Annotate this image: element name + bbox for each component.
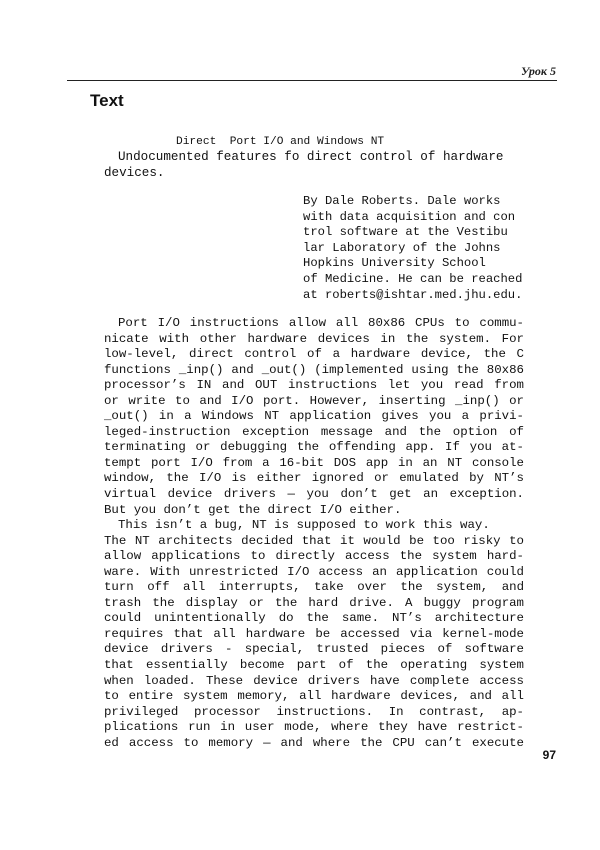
article-body [104, 316, 524, 751]
header-rule [67, 80, 557, 81]
article-title: Direct Port I/O and Windows NT [176, 136, 385, 148]
body-line: Port I/O instructions allow all 80x86 CPUs to commu- [118, 316, 524, 330]
body-line: to entire system memory, all hardware devices, and all [104, 689, 524, 704]
body-line: could unintentionally do the same. NT’s architecture [104, 611, 524, 626]
author-byline [303, 194, 522, 303]
body-line: low-level, direct control of a hardware device, the C [104, 347, 524, 362]
byline-line: with data acquisition and con [303, 209, 516, 224]
body-line: processor’s IN and OUT instructions let you read from [104, 378, 524, 393]
subtitle-line: devices. [104, 166, 165, 180]
running-head: Урок 5 [521, 64, 556, 78]
body-line: ed access to memory — and where the CPU can’t execute [104, 735, 524, 750]
body-line: when loaded. These device drivers have complete access [104, 673, 524, 688]
byline-line: trol software at the Vestibu [303, 225, 508, 240]
body-line: trash the display or the hard drive. A buggy program [104, 595, 524, 610]
body-line: allow applications to directly access the system hard- [104, 549, 524, 564]
body-line: virtual device drivers — you don’t get an exception. [104, 487, 524, 502]
byline-line: By Dale Roberts. Dale works [303, 194, 501, 208]
body-line: that essentially become part of the operating system [104, 658, 524, 673]
body-line: turn off all interrupts, take over the system, and [104, 580, 524, 595]
body-line: privileged processor instructions. In contrast, ap- [104, 704, 524, 719]
byline-line: Hopkins University School [303, 256, 486, 271]
body-line: tempt port I/O from a 16-bit DOS app in an NT console [104, 455, 524, 470]
subtitle-line: Undocumented features fo direct control of hardware [118, 150, 504, 164]
body-line: ware. With unrestricted I/O access an application could [104, 564, 524, 579]
body-line: or write to and I/O port. However, inserting _inp() or [104, 393, 524, 408]
body-line: nicate with other hardware devices in the system. For [104, 331, 524, 346]
article-subtitle [104, 149, 524, 181]
body-line: terminating or debugging the offending app. If you at- [104, 440, 524, 455]
body-line: _out() in a Windows NT application gives you a privi- [104, 409, 524, 424]
byline-line: at roberts@ishtar.med.jhu.edu. [303, 287, 523, 302]
section-heading: Text [90, 91, 124, 110]
body-line: The NT architects decided that it would be too risky to [104, 533, 524, 548]
byline-line: of Medicine. He can be reached [303, 271, 523, 286]
page-number: 97 [542, 748, 556, 762]
body-line: plications run in user mode, where they have restrict- [104, 720, 524, 735]
body-line: device drivers - special, trusted pieces of software [104, 642, 524, 657]
body-line: leged-instruction exception message and the option of [104, 424, 524, 439]
body-line: requires that all hardware be accessed via kernel-mode [104, 626, 524, 641]
body-line: functions _inp() and _out() (implemented using the 80x86 [104, 362, 524, 377]
body-line: This isn’t a bug, NT is supposed to work this way. [118, 518, 490, 533]
body-line: window, the I/O is either ignored or emulated by NT’s [104, 471, 524, 486]
byline-line: lar Laboratory of the Johns [303, 240, 501, 255]
body-line: But you don’t get the direct I/O either. [104, 502, 402, 517]
